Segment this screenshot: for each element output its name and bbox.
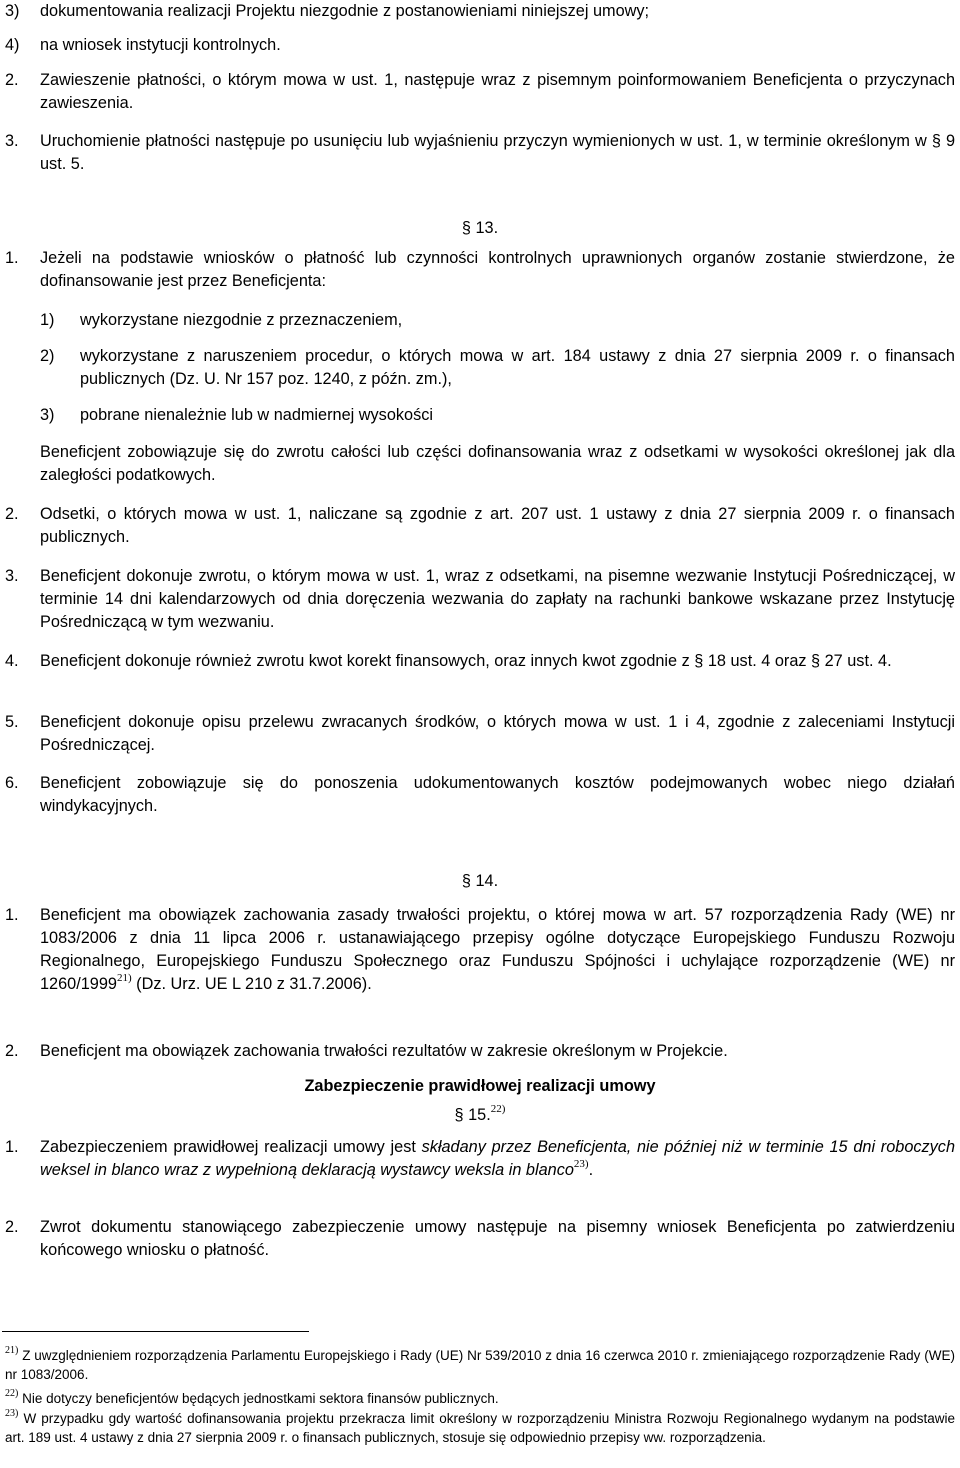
- paragraph-number: 2.: [5, 1042, 19, 1060]
- paragraph-number: 5.: [5, 713, 19, 731]
- footnote-text: Nie dotyczy beneficjentów będących jednostkami sektora finansów publicznych.: [22, 1391, 499, 1406]
- paragraph: [5, 503, 955, 549]
- paragraph-number: 3.: [5, 567, 19, 585]
- item-text: wykorzystane niezgodnie z przeznaczeniem,: [80, 311, 403, 329]
- paragraph: [5, 1040, 955, 1063]
- paragraph-text: Beneficjent dokonuje opisu przelewu zwracanych środków, o których mowa w ust. 1 i 4, zgodnie z zaleceniami Instytucji Pośredniczącej.: [40, 713, 955, 754]
- paragraph-number: 1.: [5, 906, 19, 924]
- list-item: [5, 34, 955, 57]
- footnote-text: W przypadku gdy wartość dofinansowania projektu przekracza limit określony w rozporządzeniu Ministra Rozwoju Regionalnego wydanym na podstawie art. 189 ust. 4 ustawy z dnia 27 sierpnia 2009 r. o finansach publicznych, stosuje się odpowiednio przepisy ww. rozporządzenia.: [5, 1411, 955, 1445]
- text-italic: składany przez Beneficjenta, nie później niż w terminie 15 dni roboczych weksel in blanco wraz z wypełnioną deklaracją wystawcy weksla in blanco: [40, 1138, 955, 1179]
- paragraph-text: Zawieszenie płatności, o którym mowa w ust. 1, następuje wraz z pisemnym poinformowaniem Beneficjenta o przyczynach zawieszenia.: [40, 71, 955, 112]
- section-title: Zabezpieczenie prawidłowej realizacji umowy: [304, 1077, 656, 1095]
- item-number: 2): [40, 347, 55, 365]
- paragraph-number: 2.: [5, 71, 19, 89]
- footnote-ref: 23): [573, 1157, 589, 1170]
- paragraph: [5, 904, 955, 996]
- item-number: 3): [5, 2, 20, 20]
- text-after-footnote: (Dz. Urz. UE L 210 z 31.7.2006).: [131, 975, 372, 993]
- footnote-ref: 21): [116, 971, 132, 984]
- paragraph: [5, 650, 955, 673]
- footnote: [5, 1389, 955, 1408]
- footnote-ref: 22): [490, 1102, 506, 1115]
- paragraph-text: Beneficjent ma obowiązek zachowania trwałości rezultatów w zakresie określonym w Projekcie.: [40, 1042, 728, 1060]
- paragraph-number: 2.: [5, 1218, 19, 1236]
- paragraph-text: [40, 1136, 955, 1182]
- paragraph-number: 6.: [5, 774, 19, 792]
- paragraph-text: Zwrot dokumentu stanowiącego zabezpieczenie umowy następuje na pisemny wniosek Beneficjenta po zatwierdzeniu końcowego wniosku o płatność.: [40, 1218, 955, 1259]
- paragraph-number: 1.: [5, 1138, 19, 1156]
- footnote: [5, 1346, 955, 1384]
- item-text: na wniosek instytucji kontrolnych.: [40, 36, 281, 54]
- item-number: 1): [40, 311, 55, 329]
- footnote-mark: 22): [5, 1387, 19, 1399]
- list-item: [5, 0, 955, 23]
- paragraph: [5, 711, 955, 757]
- list-item: [40, 345, 955, 391]
- paragraph-text: Jeżeli na podstawie wniosków o płatność lub czynności kontrolnych uprawnionych organów zostanie stwierdzone, że dofinansowanie jest przez Beneficjenta:: [40, 249, 955, 290]
- footnote-mark: 23): [5, 1407, 19, 1419]
- paragraph-number: 4.: [5, 652, 19, 670]
- list-item: [40, 309, 955, 332]
- footnote-text: Z uwzględnieniem rozporządzenia Parlamentu Europejskiego i Rady (UE) Nr 539/2010 z dnia 16 czerwca 2010 r. zmieniającego rozporządzenie Rady (WE) nr 1083/2006.: [5, 1348, 955, 1382]
- paragraph-text: Beneficjent dokonuje zwrotu, o którym mowa w ust. 1, wraz z odsetkami, na pisemne wezwanie Instytucji Pośredniczącej, w terminie 14 dni kalendarzowych od dnia doręczenia wezwania do zapłaty na rachunki bankowe wskazane przez Instytucję Pośredniczącą w tym wezwaniu.: [40, 567, 955, 631]
- paragraph: [5, 247, 955, 293]
- text-before-footnote: Beneficjent ma obowiązek zachowania zasady trwałości projektu, o której mowa w art. 57 rozporządzenia Rady (WE) nr 1083/2006 z dnia 11 lipca 2006 r. ustanawiającego przepisy ogólne dotyczące Europejskiego Funduszu Rozwoju Regionalnego, Europejskiego Funduszu Społecznego oraz Funduszu Spójności i uchylające rozporządzenie (WE) nr 1260/1999: [40, 906, 955, 993]
- list-item: [40, 404, 955, 427]
- footnote-separator: [2, 1331, 309, 1332]
- paragraph-number: 1.: [5, 249, 19, 267]
- footnote-mark: 21): [5, 1344, 19, 1356]
- section-heading: § 13.: [461, 219, 499, 237]
- paragraph-number: 2.: [5, 505, 19, 523]
- item-text: pobrane nienależnie lub w nadmiernej wysokości: [80, 406, 433, 424]
- paragraph-continuation: Beneficjent zobowiązuje się do zwrotu całości lub części dofinansowania wraz z odsetkami w wysokości określonej jak dla zaległości podatkowych.: [40, 443, 955, 484]
- item-number: 3): [40, 406, 55, 424]
- paragraph: [5, 772, 955, 818]
- item-number: 4): [5, 36, 20, 54]
- paragraph-text: Beneficjent dokonuje również zwrotu kwot korekt finansowych, oraz innych kwot zgodnie z § 18 ust. 4 oraz § 27 ust. 4.: [40, 652, 892, 670]
- paragraph: [5, 565, 955, 634]
- paragraph-text: Uruchomienie płatności następuje po usunięciu lub wyjaśnieniu przyczyn wymienionych w ust. 1, w terminie określonym w § 9 ust. 5.: [40, 132, 955, 173]
- paragraph-text: [40, 904, 955, 996]
- paragraph: [5, 130, 955, 176]
- paragraph-text: Odsetki, o których mowa w ust. 1, naliczane są zgodnie z art. 207 ust. 1 ustawy z dnia 27 sierpnia 2009 r. o finansach publicznych.: [40, 505, 955, 546]
- section-heading-text: § 15.: [454, 1106, 491, 1124]
- text-normal: Zabezpieczeniem prawidłowej realizacji umowy jest: [40, 1138, 422, 1156]
- paragraph: [5, 69, 955, 115]
- paragraph: [5, 1136, 955, 1182]
- paragraph-text: Beneficjent zobowiązuje się do ponoszenia udokumentowanych kosztów podejmowanych wobec niego działań windykacyjnych.: [40, 774, 955, 815]
- paragraph: [5, 1216, 955, 1262]
- section-heading: § 14.: [461, 872, 499, 890]
- item-text: dokumentowania realizacji Projektu niezgodnie z postanowieniami niniejszej umowy;: [40, 2, 650, 20]
- section-heading: [0, 1104, 960, 1127]
- footnote: [5, 1409, 955, 1447]
- item-text: wykorzystane z naruszeniem procedur, o których mowa w art. 184 ustawy z dnia 27 sierpnia 2009 r. o finansach publicznych (Dz. U. Nr 157 poz. 1240, z późn. zm.),: [80, 347, 955, 388]
- text-end: .: [588, 1161, 594, 1179]
- paragraph-number: 3.: [5, 132, 19, 150]
